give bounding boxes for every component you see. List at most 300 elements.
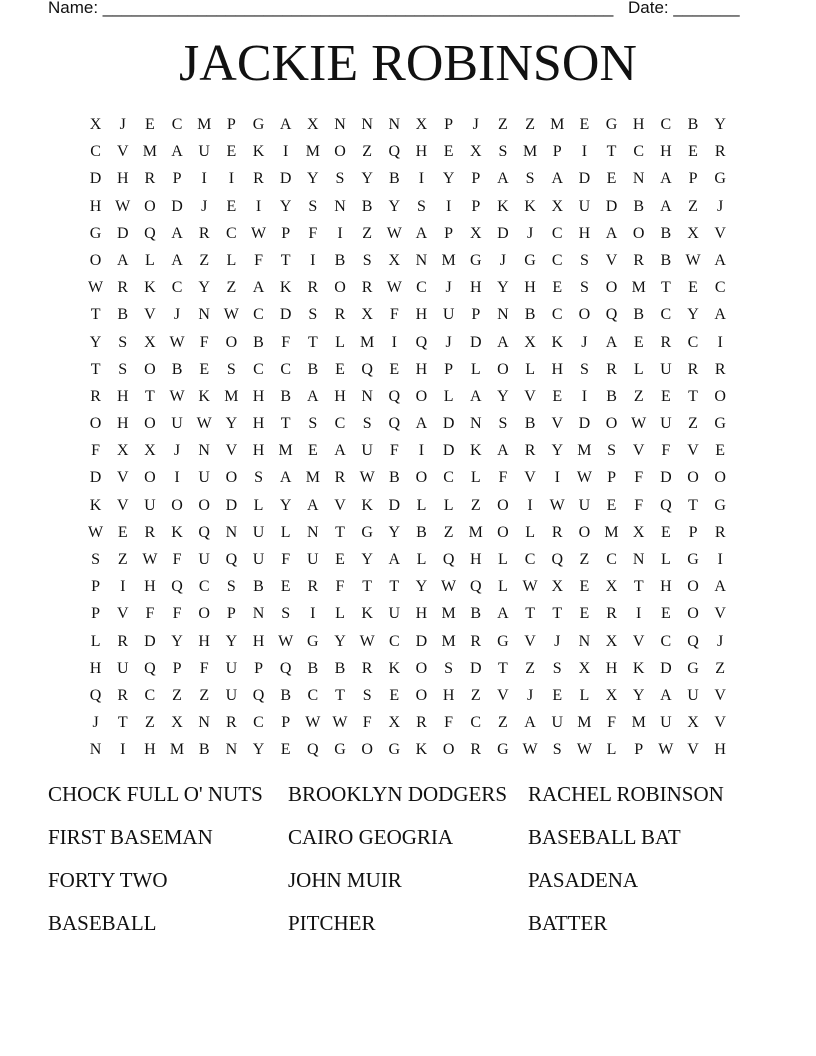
grid-cell[interactable]: O [415, 387, 428, 405]
grid-cell[interactable]: P [91, 578, 101, 596]
grid-cell[interactable]: F [308, 224, 318, 242]
grid-cell[interactable]: H [89, 197, 102, 215]
grid-cell[interactable]: T [335, 686, 345, 704]
grid-cell[interactable]: B [171, 360, 183, 378]
grid-cell[interactable]: A [279, 116, 292, 133]
grid-cell[interactable]: N [198, 442, 210, 460]
grid-cell[interactable]: O [415, 686, 428, 704]
grid-cell[interactable]: U [388, 605, 401, 623]
grid-cell[interactable]: V [116, 469, 129, 487]
grid-cell[interactable]: C [660, 632, 672, 650]
grid-cell[interactable]: M [305, 143, 320, 161]
grid-cell[interactable]: I [418, 170, 425, 188]
grid-cell[interactable]: Y [225, 415, 238, 433]
grid-cell[interactable]: S [525, 170, 535, 188]
grid-cell[interactable]: G [714, 496, 726, 514]
grid-cell[interactable]: O [714, 387, 726, 405]
grid-cell[interactable]: F [634, 496, 644, 514]
grid-cell[interactable]: S [362, 686, 372, 704]
grid-cell[interactable]: D [469, 333, 482, 351]
grid-cell[interactable]: D [225, 496, 238, 514]
grid-cell[interactable]: J [92, 714, 99, 732]
grid-cell[interactable]: I [581, 143, 588, 161]
grid-cell[interactable]: I [581, 387, 588, 405]
grid-cell[interactable]: D [442, 442, 455, 460]
grid-cell[interactable]: Y [252, 741, 265, 759]
grid-cell[interactable]: A [605, 333, 618, 351]
grid-cell[interactable]: W [278, 632, 294, 650]
grid-cell[interactable]: G [687, 551, 699, 568]
grid-cell[interactable]: L [525, 360, 535, 378]
grid-cell[interactable]: Z [362, 224, 373, 242]
grid-cell[interactable]: I [554, 469, 560, 487]
grid-cell[interactable]: G [605, 116, 618, 133]
grid-cell[interactable]: V [551, 415, 564, 433]
grid-cell[interactable]: K [171, 523, 183, 541]
grid-cell[interactable]: C [388, 632, 400, 650]
grid-cell[interactable]: D [171, 197, 183, 215]
grid-cell[interactable]: U [225, 686, 238, 704]
grid-cell[interactable]: Q [442, 551, 455, 568]
grid-cell[interactable]: A [252, 279, 265, 297]
grid-cell[interactable]: I [201, 170, 207, 188]
grid-cell[interactable]: L [470, 469, 481, 487]
grid-cell[interactable]: P [607, 469, 616, 487]
grid-cell[interactable]: V [116, 496, 129, 514]
grid-cell[interactable]: L [90, 632, 101, 650]
grid-cell[interactable]: B [334, 251, 346, 269]
grid-cell[interactable]: V [687, 442, 699, 460]
grid-cell[interactable]: Q [361, 360, 373, 378]
grid-cell[interactable]: O [497, 523, 509, 541]
grid-cell[interactable]: C [660, 306, 672, 324]
grid-cell[interactable]: B [253, 578, 264, 596]
grid-cell[interactable]: O [144, 360, 156, 378]
grid-cell[interactable]: B [361, 197, 373, 215]
grid-cell[interactable]: Y [497, 279, 509, 297]
grid-cell[interactable]: F [145, 605, 155, 623]
grid-cell[interactable]: O [415, 659, 428, 677]
grid-cell[interactable]: V [605, 251, 618, 269]
grid-cell[interactable]: O [144, 469, 156, 487]
grid-cell[interactable]: M [224, 387, 239, 405]
grid-cell[interactable]: H [144, 578, 156, 596]
grid-cell[interactable]: Q [198, 523, 210, 541]
grid-cell[interactable]: R [416, 714, 427, 732]
grid-cell[interactable]: E [280, 578, 291, 596]
grid-cell[interactable]: O [171, 496, 183, 514]
grid-cell[interactable]: F [91, 442, 101, 460]
grid-cell[interactable]: E [688, 143, 698, 161]
grid-cell[interactable]: A [551, 170, 564, 188]
grid-cell[interactable]: R [144, 170, 156, 188]
grid-cell[interactable]: P [688, 523, 698, 541]
grid-cell[interactable]: C [253, 714, 264, 732]
grid-cell[interactable]: B [280, 686, 291, 704]
grid-cell[interactable]: J [526, 686, 534, 704]
grid-cell[interactable]: U [252, 523, 265, 541]
grid-cell[interactable]: N [388, 116, 401, 133]
grid-cell[interactable]: I [717, 333, 723, 351]
grid-cell[interactable]: W [576, 469, 592, 487]
grid-cell[interactable]: S [498, 415, 508, 433]
grid-cell[interactable]: H [660, 578, 672, 596]
grid-cell[interactable]: Y [225, 632, 238, 650]
grid-cell[interactable]: Y [361, 170, 373, 188]
grid-cell[interactable]: V [632, 632, 645, 650]
grid-cell[interactable]: M [631, 279, 646, 297]
grid-cell[interactable]: Z [145, 714, 155, 732]
grid-cell[interactable]: J [499, 251, 507, 269]
grid-cell[interactable]: P [688, 170, 698, 188]
grid-cell[interactable]: L [525, 523, 535, 541]
grid-cell[interactable]: S [308, 197, 318, 215]
grid-cell[interactable]: W [88, 523, 104, 541]
grid-cell[interactable]: L [633, 360, 644, 378]
grid-cell[interactable]: Z [688, 197, 698, 215]
grid-cell[interactable]: J [472, 116, 479, 133]
grid-cell[interactable]: P [634, 741, 644, 759]
grid-cell[interactable]: V [116, 143, 129, 161]
grid-cell[interactable]: C [633, 143, 645, 161]
grid-cell[interactable]: F [281, 551, 291, 568]
grid-cell[interactable]: Q [551, 551, 564, 568]
grid-cell[interactable]: S [118, 360, 128, 378]
grid-cell[interactable]: Y [171, 632, 183, 650]
grid-cell[interactable]: Q [687, 632, 699, 650]
grid-cell[interactable]: H [415, 306, 428, 324]
grid-cell[interactable]: J [526, 224, 534, 242]
grid-cell[interactable]: T [633, 578, 644, 596]
grid-cell[interactable]: V [524, 469, 536, 487]
grid-cell[interactable]: R [226, 714, 237, 732]
grid-cell[interactable]: U [578, 496, 591, 514]
grid-cell[interactable]: U [660, 415, 672, 433]
grid-cell[interactable]: Y [334, 632, 346, 650]
grid-cell[interactable]: X [469, 143, 482, 161]
grid-cell[interactable]: P [444, 360, 454, 378]
grid-cell[interactable]: T [688, 496, 698, 514]
grid-cell[interactable]: U [551, 714, 564, 732]
grid-cell[interactable]: T [688, 387, 698, 405]
grid-cell[interactable]: W [88, 279, 104, 297]
grid-cell[interactable]: P [226, 605, 236, 623]
grid-cell[interactable]: R [606, 360, 617, 378]
grid-cell[interactable]: L [498, 578, 508, 596]
grid-cell[interactable]: C [687, 333, 699, 351]
grid-cell[interactable]: I [445, 197, 452, 215]
grid-cell[interactable]: H [714, 741, 726, 759]
grid-cell[interactable]: M [360, 333, 375, 351]
grid-cell[interactable]: K [551, 333, 564, 351]
grid-cell[interactable]: X [578, 659, 591, 677]
grid-cell[interactable]: R [253, 170, 264, 188]
grid-cell[interactable]: J [119, 116, 126, 133]
grid-cell[interactable]: L [498, 551, 508, 568]
grid-cell[interactable]: V [524, 387, 536, 405]
grid-cell[interactable]: R [307, 279, 319, 297]
grid-cell[interactable]: F [661, 442, 671, 460]
grid-cell[interactable]: O [687, 605, 699, 623]
grid-cell[interactable]: C [171, 116, 183, 133]
grid-cell[interactable]: Q [605, 306, 618, 324]
grid-cell[interactable]: T [90, 306, 101, 324]
grid-cell[interactable]: F [199, 659, 209, 677]
grid-cell[interactable]: Z [715, 659, 726, 677]
grid-cell[interactable]: M [169, 741, 185, 759]
grid-cell[interactable]: N [252, 605, 265, 623]
grid-cell[interactable]: O [225, 469, 238, 487]
grid-cell[interactable]: W [169, 387, 185, 405]
grid-cell[interactable]: W [169, 333, 185, 351]
grid-cell[interactable]: R [551, 523, 563, 541]
grid-cell[interactable]: Y [415, 578, 428, 596]
grid-cell[interactable]: U [307, 551, 319, 568]
grid-cell[interactable]: G [714, 170, 726, 188]
grid-cell[interactable]: K [632, 659, 645, 677]
grid-cell[interactable]: A [307, 387, 319, 405]
grid-cell[interactable]: B [633, 197, 645, 215]
grid-cell[interactable]: R [660, 333, 672, 351]
grid-cell[interactable]: Z [470, 496, 481, 514]
grid-cell[interactable]: B [307, 659, 319, 677]
grid-cell[interactable]: I [337, 224, 343, 242]
grid-cell[interactable]: O [578, 306, 591, 324]
grid-cell[interactable]: U [660, 714, 672, 732]
grid-cell[interactable]: Y [361, 551, 373, 568]
grid-cell[interactable]: S [579, 251, 589, 269]
grid-cell[interactable]: H [551, 360, 564, 378]
grid-cell[interactable]: E [579, 605, 590, 623]
grid-cell[interactable]: Y [279, 496, 292, 514]
grid-cell[interactable]: U [660, 360, 672, 378]
grid-cell[interactable]: S [308, 415, 318, 433]
grid-cell[interactable]: M [441, 632, 456, 650]
grid-cell[interactable]: V [116, 605, 129, 623]
grid-cell[interactable]: S [335, 170, 345, 188]
grid-cell[interactable]: K [279, 279, 292, 297]
grid-cell[interactable]: O [605, 279, 618, 297]
grid-cell[interactable]: A [469, 387, 482, 405]
grid-cell[interactable]: Y [714, 116, 726, 133]
grid-cell[interactable]: H [252, 632, 265, 650]
grid-cell[interactable]: Q [225, 551, 238, 568]
grid-cell[interactable]: E [715, 442, 726, 460]
grid-cell[interactable]: T [498, 659, 508, 677]
grid-cell[interactable]: N [497, 306, 509, 324]
grid-cell[interactable]: O [89, 415, 102, 433]
grid-cell[interactable]: T [117, 714, 128, 732]
grid-cell[interactable]: Z [362, 143, 373, 161]
grid-cell[interactable]: L [335, 605, 345, 623]
grid-cell[interactable]: G [714, 415, 726, 433]
grid-cell[interactable]: U [198, 143, 210, 161]
grid-cell[interactable]: Y [442, 170, 455, 188]
grid-cell[interactable]: J [201, 197, 208, 215]
grid-cell[interactable]: I [418, 442, 425, 460]
grid-cell[interactable]: F [172, 551, 182, 568]
grid-cell[interactable]: X [116, 442, 129, 460]
grid-cell[interactable]: T [389, 578, 400, 596]
grid-cell[interactable]: S [444, 659, 454, 677]
grid-cell[interactable]: S [254, 469, 263, 487]
grid-cell[interactable]: W [142, 551, 158, 568]
grid-cell[interactable]: E [145, 116, 155, 133]
grid-cell[interactable]: S [552, 659, 562, 677]
grid-cell[interactable]: A [605, 224, 618, 242]
grid-cell[interactable]: E [688, 279, 698, 297]
grid-cell[interactable]: M [468, 523, 483, 541]
name-field[interactable]: Name: ______________________________________________________ [48, 0, 614, 17]
grid-cell[interactable]: W [386, 224, 402, 242]
grid-cell[interactable]: Y [388, 523, 401, 541]
grid-cell[interactable]: V [714, 605, 726, 623]
grid-cell[interactable]: Q [307, 741, 319, 759]
grid-cell[interactable]: E [199, 360, 210, 378]
grid-cell[interactable]: Y [279, 197, 292, 215]
grid-cell[interactable]: H [442, 686, 455, 704]
grid-cell[interactable]: U [225, 659, 238, 677]
grid-cell[interactable]: E [389, 686, 400, 704]
grid-cell[interactable]: Q [171, 578, 183, 596]
grid-cell[interactable]: J [173, 442, 181, 460]
grid-cell[interactable]: D [388, 496, 401, 514]
grid-cell[interactable]: R [117, 686, 129, 704]
grid-cell[interactable]: H [144, 741, 156, 759]
grid-cell[interactable]: A [116, 251, 129, 269]
grid-cell[interactable]: H [524, 279, 536, 297]
grid-cell[interactable]: L [145, 251, 155, 269]
grid-cell[interactable]: M [577, 714, 592, 732]
grid-cell[interactable]: M [604, 523, 619, 541]
grid-cell[interactable]: U [578, 197, 591, 215]
grid-cell[interactable]: A [714, 578, 726, 596]
grid-cell[interactable]: A [714, 306, 726, 324]
grid-cell[interactable]: N [198, 306, 210, 324]
grid-cell[interactable]: H [415, 605, 428, 623]
grid-cell[interactable]: V [714, 686, 726, 704]
grid-cell[interactable]: E [579, 116, 590, 133]
grid-cell[interactable]: O [225, 333, 238, 351]
grid-cell[interactable]: F [281, 333, 291, 351]
grid-cell[interactable]: K [252, 143, 265, 161]
grid-cell[interactable]: U [198, 469, 210, 487]
grid-cell[interactable]: B [524, 415, 536, 433]
grid-cell[interactable]: A [497, 605, 509, 623]
grid-cell[interactable]: V [632, 442, 645, 460]
grid-cell[interactable]: L [280, 523, 291, 541]
grid-cell[interactable]: H [415, 143, 428, 161]
grid-cell[interactable]: X [144, 442, 156, 460]
grid-cell[interactable]: P [471, 170, 481, 188]
grid-cell[interactable]: D [660, 469, 672, 487]
grid-cell[interactable]: N [225, 741, 238, 759]
grid-cell[interactable]: Z [498, 714, 508, 732]
grid-cell[interactable]: X [307, 116, 319, 133]
grid-cell[interactable]: P [254, 659, 263, 677]
grid-cell[interactable]: A [307, 496, 319, 514]
grid-cell[interactable]: L [470, 360, 481, 378]
grid-cell[interactable]: R [524, 442, 536, 460]
grid-cell[interactable]: B [117, 306, 129, 324]
grid-cell[interactable]: Z [199, 251, 210, 269]
grid-cell[interactable]: B [388, 170, 400, 188]
grid-cell[interactable]: S [607, 442, 616, 460]
grid-cell[interactable]: R [117, 279, 129, 297]
grid-cell[interactable]: G [497, 632, 509, 650]
grid-cell[interactable]: Q [279, 659, 292, 677]
grid-cell[interactable]: B [416, 523, 427, 541]
grid-cell[interactable]: S [498, 143, 508, 161]
grid-cell[interactable]: V [714, 714, 726, 732]
grid-cell[interactable]: X [415, 116, 428, 133]
grid-cell[interactable]: C [470, 714, 482, 732]
grid-cell[interactable]: A [524, 714, 536, 732]
grid-cell[interactable]: I [120, 741, 126, 759]
grid-cell[interactable]: I [717, 551, 723, 568]
grid-cell[interactable]: S [579, 279, 589, 297]
grid-cell[interactable]: X [361, 306, 373, 324]
grid-cell[interactable]: I [636, 605, 642, 623]
grid-cell[interactable]: D [442, 415, 455, 433]
grid-cell[interactable]: H [252, 387, 265, 405]
grid-cell[interactable]: C [551, 251, 563, 269]
grid-cell[interactable]: C [307, 686, 319, 704]
grid-cell[interactable]: Z [470, 686, 481, 704]
grid-cell[interactable]: C [524, 551, 536, 568]
grid-cell[interactable]: O [198, 496, 210, 514]
grid-cell[interactable]: K [388, 659, 401, 677]
grid-cell[interactable]: S [417, 197, 426, 215]
grid-cell[interactable]: Z [117, 551, 128, 568]
grid-cell[interactable]: Z [525, 659, 535, 677]
grid-cell[interactable]: F [362, 714, 372, 732]
grid-cell[interactable]: Z [688, 415, 698, 433]
grid-cell[interactable]: W [250, 224, 267, 242]
grid-cell[interactable]: S [281, 605, 291, 623]
grid-cell[interactable]: E [389, 360, 400, 378]
grid-cell[interactable]: L [579, 686, 590, 704]
grid-cell[interactable]: A [279, 469, 292, 487]
grid-cell[interactable]: M [197, 116, 212, 133]
grid-cell[interactable]: Y [497, 387, 509, 405]
grid-cell[interactable]: R [361, 279, 373, 297]
grid-cell[interactable]: U [144, 496, 156, 514]
grid-cell[interactable]: P [444, 224, 454, 242]
grid-cell[interactable]: S [91, 551, 101, 568]
grid-cell[interactable]: K [497, 197, 509, 215]
grid-cell[interactable]: L [226, 251, 237, 269]
grid-cell[interactable]: V [687, 741, 699, 759]
grid-cell[interactable]: I [310, 251, 316, 269]
grid-cell[interactable]: K [144, 279, 156, 297]
grid-cell[interactable]: Q [660, 496, 672, 514]
grid-cell[interactable]: R [606, 605, 617, 623]
grid-cell[interactable]: E [226, 143, 237, 161]
grid-cell[interactable]: V [497, 686, 509, 704]
grid-cell[interactable]: F [389, 306, 399, 324]
grid-cell[interactable]: G [497, 741, 509, 759]
grid-cell[interactable]: M [631, 714, 646, 732]
grid-cell[interactable]: U [116, 659, 129, 677]
grid-cell[interactable]: T [606, 143, 617, 161]
grid-cell[interactable]: P [226, 116, 236, 133]
grid-cell[interactable]: E [226, 197, 237, 215]
grid-cell[interactable]: N [469, 415, 482, 433]
grid-cell[interactable]: W [549, 496, 565, 514]
grid-cell[interactable]: C [253, 360, 264, 378]
grid-cell[interactable]: W [359, 632, 375, 650]
